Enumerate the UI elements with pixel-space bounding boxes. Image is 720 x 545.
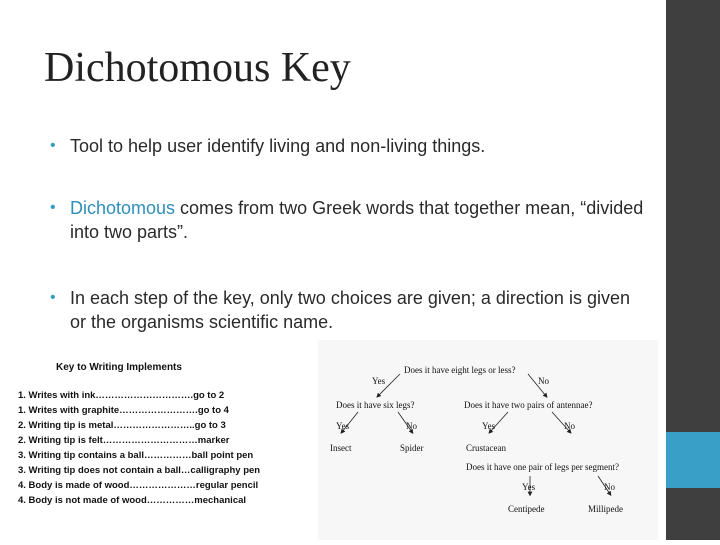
answer-no: No [564, 421, 575, 431]
bullet-1-text: Tool to help user identify living and non-living things. [70, 136, 486, 156]
writing-key-title: Key to Writing Implements [56, 362, 182, 373]
answer-no: No [406, 421, 417, 431]
bullet-2-highlight: Dichotomous [70, 198, 176, 218]
key-line: 3. Writing tip does not contain a ball…calligraphy pen [18, 465, 261, 476]
bullet-dot-icon: • [50, 137, 56, 154]
result-crustacean: Crustacean [466, 443, 506, 453]
key-line: 1. Writes with graphite…………………….go to 4 [18, 405, 229, 416]
bullet-2-rest: comes from two Greek words that together mean, “divided into two parts”. [70, 198, 644, 242]
key-line: 4. Body is made of wood…………………regular pencil [18, 480, 259, 491]
writing-key-image [0, 358, 318, 540]
bullet-2-text [70, 196, 650, 244]
result-centipede: Centipede [508, 504, 545, 514]
answer-no: No [604, 482, 615, 492]
answer-yes: Yes [482, 421, 496, 431]
key-line: 1. Writes with ink………………………….go to 2 [18, 390, 225, 401]
answer-yes: Yes [336, 421, 350, 431]
key-line: 2. Writing tip is felt…………………………marker [18, 435, 230, 446]
question-six-legs: Does it have six legs? [336, 400, 415, 410]
bullet-1 [50, 134, 650, 158]
arthropod-key-tree [318, 340, 658, 540]
arthropod-key-image [318, 340, 658, 540]
question-antennae: Does it have two pairs of antennae? [464, 400, 593, 410]
key-line: 4. Body is not made of wood……………mechanical [18, 495, 247, 506]
question-legs-per-segment: Does it have one pair of legs per segment? [466, 462, 619, 472]
bullet-dot-icon: • [50, 199, 56, 216]
sidebar-accent [666, 432, 720, 488]
answer-yes: Yes [522, 482, 536, 492]
answer-yes: Yes [372, 376, 386, 386]
bullet-dot-icon: • [50, 289, 56, 306]
bullet-3-text: In each step of the key, only two choices are given; a direction is given or the organisms scientific name. [70, 288, 630, 332]
bullet-3 [50, 286, 650, 334]
slide-title: Dichotomous Key [44, 45, 351, 91]
question-legs: Does it have eight legs or less? [404, 365, 516, 375]
answer-no: No [538, 376, 549, 386]
result-spider: Spider [400, 443, 424, 453]
key-line: 2. Writing tip is metal……………………..go to 3 [18, 420, 226, 431]
key-line: 3. Writing tip contains a ball……………ball point pen [18, 450, 254, 461]
result-insect: Insect [330, 443, 352, 453]
bullet-2 [50, 196, 650, 244]
result-millipede: Millipede [588, 504, 623, 514]
